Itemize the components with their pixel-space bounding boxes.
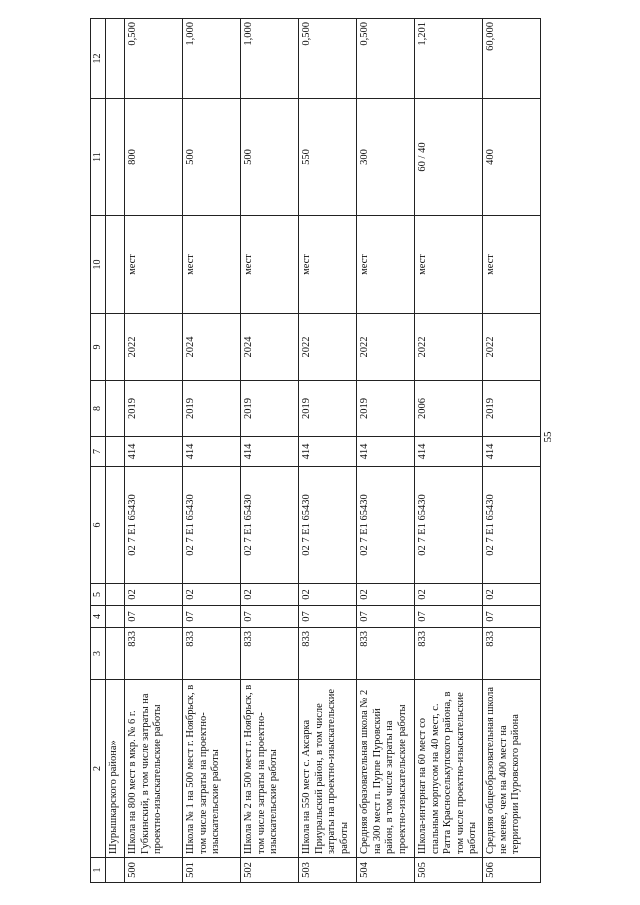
expense-type-cell: 414 bbox=[125, 437, 183, 467]
code-cell: 833 bbox=[357, 628, 415, 680]
table-row bbox=[241, 19, 299, 883]
continuation-empty-cell bbox=[106, 628, 125, 680]
section-cell: 07 bbox=[299, 606, 357, 628]
target-article-cell: 02 7 E1 65430 bbox=[241, 467, 299, 584]
expense-type-cell: 414 bbox=[415, 437, 483, 467]
row-number: 502 bbox=[241, 858, 299, 883]
table-row bbox=[183, 19, 241, 883]
object-name: Школа на 550 мест с. Аксарка Приуральский район, в том числе затраты на проектно-изыскательские работы bbox=[299, 680, 357, 858]
start-year-cell: 2019 bbox=[482, 381, 540, 437]
start-year-cell: 2019 bbox=[125, 381, 183, 437]
capacity-cell: 800 bbox=[125, 99, 183, 216]
unit-cell: мест bbox=[357, 216, 415, 314]
expense-type-cell: 414 bbox=[357, 437, 415, 467]
object-name: Школа на 800 мест в мкр. № 6 г. Губкинский, в том числе затраты на проектно-изыскательские работы bbox=[125, 680, 183, 858]
amount-cell: 0,500 bbox=[125, 19, 183, 99]
unit-cell: мест bbox=[183, 216, 241, 314]
page-number: 55 bbox=[542, 431, 554, 443]
amount-cell: 0,500 bbox=[299, 19, 357, 99]
subsection-cell: 02 bbox=[241, 584, 299, 606]
column-number-8: 8 bbox=[91, 381, 106, 437]
object-name: Средняя общеобразовательная школа не менее, чем на 400 мест на территории Пуровского района bbox=[482, 680, 540, 858]
column-number-6: 6 bbox=[91, 467, 106, 584]
column-number-12: 12 bbox=[91, 19, 106, 99]
section-cell: 07 bbox=[415, 606, 483, 628]
end-year-cell: 2022 bbox=[482, 314, 540, 381]
expense-type-cell: 414 bbox=[241, 437, 299, 467]
column-number-2: 2 bbox=[91, 680, 106, 858]
subsection-cell: 02 bbox=[299, 584, 357, 606]
construction-objects-table bbox=[90, 18, 541, 883]
section-cell: 07 bbox=[125, 606, 183, 628]
table-row bbox=[125, 19, 183, 883]
end-year-cell: 2022 bbox=[357, 314, 415, 381]
object-name: Школа-интернат на 60 мест со спальным корпусом на 40 мест, с. Ратта Красноселькупского района, в том числе проектно-изыскательские работы bbox=[415, 680, 483, 858]
table-row bbox=[482, 19, 540, 883]
object-name: Школа № 1 на 500 мест г. Ноябрьск, в том числе затраты на проектно-изыскательские работы bbox=[183, 680, 241, 858]
subsection-cell: 02 bbox=[482, 584, 540, 606]
continuation-empty-cell bbox=[106, 606, 125, 628]
target-article-cell: 02 7 E1 65430 bbox=[415, 467, 483, 584]
table-body bbox=[91, 19, 541, 883]
row-number: 506 bbox=[482, 858, 540, 883]
expense-type-cell: 414 bbox=[482, 437, 540, 467]
continuation-num-cell bbox=[106, 858, 125, 883]
continuation-empty-cell bbox=[106, 437, 125, 467]
column-number-10: 10 bbox=[91, 216, 106, 314]
continuation-empty-cell bbox=[106, 216, 125, 314]
column-number-row bbox=[91, 19, 106, 883]
unit-cell: мест bbox=[241, 216, 299, 314]
column-number-11: 11 bbox=[91, 99, 106, 216]
column-number-4: 4 bbox=[91, 606, 106, 628]
start-year-cell: 2019 bbox=[241, 381, 299, 437]
section-cell: 07 bbox=[357, 606, 415, 628]
start-year-cell: 2019 bbox=[299, 381, 357, 437]
continuation-empty-cell bbox=[106, 314, 125, 381]
continuation-empty-cell bbox=[106, 19, 125, 99]
column-number-1: 1 bbox=[91, 858, 106, 883]
code-cell: 833 bbox=[299, 628, 357, 680]
table-row bbox=[357, 19, 415, 883]
column-number-5: 5 bbox=[91, 584, 106, 606]
row-number: 504 bbox=[357, 858, 415, 883]
unit-cell: мест bbox=[415, 216, 483, 314]
target-article-cell: 02 7 E1 65430 bbox=[125, 467, 183, 584]
code-cell: 833 bbox=[125, 628, 183, 680]
amount-cell: 1,000 bbox=[183, 19, 241, 99]
capacity-cell: 550 bbox=[299, 99, 357, 216]
continuation-text: Шурышкарского района» bbox=[106, 680, 125, 858]
row-number: 500 bbox=[125, 858, 183, 883]
start-year-cell: 2019 bbox=[183, 381, 241, 437]
unit-cell: мест bbox=[482, 216, 540, 314]
table-row bbox=[299, 19, 357, 883]
subsection-cell: 02 bbox=[183, 584, 241, 606]
capacity-cell: 60 / 40 bbox=[415, 99, 483, 216]
unit-cell: мест bbox=[299, 216, 357, 314]
target-article-cell: 02 7 E1 65430 bbox=[299, 467, 357, 584]
continuation-empty-cell bbox=[106, 467, 125, 584]
target-article-cell: 02 7 E1 65430 bbox=[183, 467, 241, 584]
column-number-9: 9 bbox=[91, 314, 106, 381]
expense-type-cell: 414 bbox=[183, 437, 241, 467]
end-year-cell: 2024 bbox=[183, 314, 241, 381]
column-number-7: 7 bbox=[91, 437, 106, 467]
continuation-empty-cell bbox=[106, 584, 125, 606]
end-year-cell: 2022 bbox=[299, 314, 357, 381]
object-name: Средняя образовательная школа № 2 на 300 мест п. Пурпе Пуровский район, в том числе затраты на проектно-изыскательские работы bbox=[357, 680, 415, 858]
continuation-empty-cell bbox=[106, 381, 125, 437]
code-cell: 833 bbox=[241, 628, 299, 680]
row-number: 501 bbox=[183, 858, 241, 883]
amount-cell: 1,000 bbox=[241, 19, 299, 99]
table-row bbox=[415, 19, 483, 883]
capacity-cell: 500 bbox=[241, 99, 299, 216]
end-year-cell: 2024 bbox=[241, 314, 299, 381]
end-year-cell: 2022 bbox=[125, 314, 183, 381]
end-year-cell: 2022 bbox=[415, 314, 483, 381]
object-name: Школа № 2 на 500 мест г. Ноябрьск, в том числе затраты на проектно-изыскательские работы bbox=[241, 680, 299, 858]
expense-type-cell: 414 bbox=[299, 437, 357, 467]
row-number: 505 bbox=[415, 858, 483, 883]
code-cell: 833 bbox=[415, 628, 483, 680]
subsection-cell: 02 bbox=[125, 584, 183, 606]
section-cell: 07 bbox=[183, 606, 241, 628]
start-year-cell: 2006 bbox=[415, 381, 483, 437]
column-number-3: 3 bbox=[91, 628, 106, 680]
capacity-cell: 300 bbox=[357, 99, 415, 216]
target-article-cell: 02 7 E1 65430 bbox=[482, 467, 540, 584]
rotated-table-container bbox=[90, 19, 612, 883]
subsection-cell: 02 bbox=[357, 584, 415, 606]
start-year-cell: 2019 bbox=[357, 381, 415, 437]
continuation-empty-cell bbox=[106, 99, 125, 216]
code-cell: 833 bbox=[482, 628, 540, 680]
section-cell: 07 bbox=[482, 606, 540, 628]
row-number: 503 bbox=[299, 858, 357, 883]
unit-cell: мест bbox=[125, 216, 183, 314]
target-article-cell: 02 7 E1 65430 bbox=[357, 467, 415, 584]
section-cell: 07 bbox=[241, 606, 299, 628]
capacity-cell: 500 bbox=[183, 99, 241, 216]
capacity-cell: 400 bbox=[482, 99, 540, 216]
continuation-row bbox=[106, 19, 125, 883]
amount-cell: 1,201 bbox=[415, 19, 483, 99]
amount-cell: 0,500 bbox=[357, 19, 415, 99]
subsection-cell: 02 bbox=[415, 584, 483, 606]
amount-cell: 60,000 bbox=[482, 19, 540, 99]
code-cell: 833 bbox=[183, 628, 241, 680]
